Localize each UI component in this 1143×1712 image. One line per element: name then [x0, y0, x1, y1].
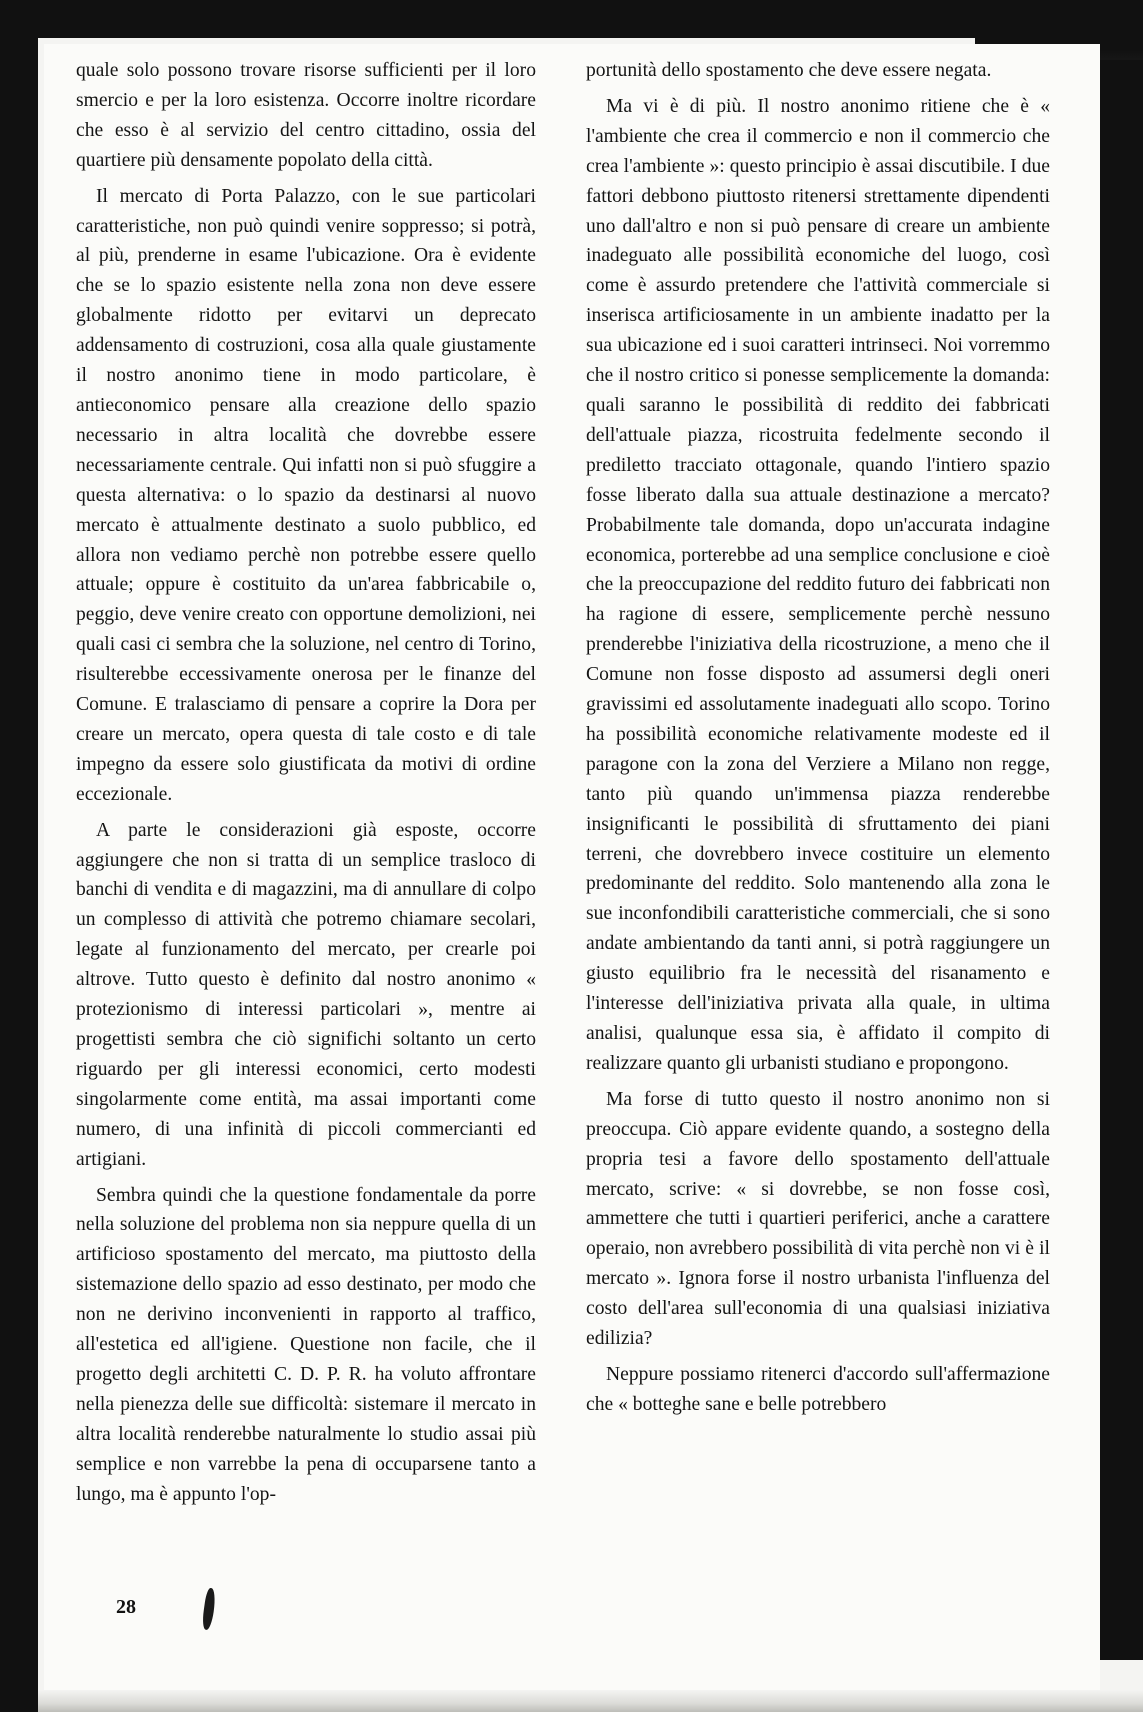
scan-border-bottom — [38, 1690, 1143, 1712]
right-paragraph-2: Ma vi è di più. Il nostro anonimo ritiene che è « l'ambiente che crea il commercio e non il commercio che crea l'ambiente »: questo principio è assai discutibile. I due fattori debbono piuttosto ritenersi strettamente dipendenti uno dall'altro e non si può pensare di creare un ambiente inadeguato alle possibilità economiche del luogo, così come è assurdo pretendere che l'attività commerciale si inserisca artificiosamente in un ambiente inadatto per la sua ubicazione ed i suoi caratteri intrinseci. Noi vorremmo che il nostro critico si ponesse semplicemente la domanda: quali saranno le possibilità di reddito dei fabbricati dell'attuale piazza, ricostruita fedelmente secondo il prediletto tracciato ottagonale, quando l'intiero spazio fosse liberato dalla sua attuale destinazione a mercato? Probabilmente tale domanda, dopo un'accurata indagine economica, porterebbe ad una semplice conclusione e cioè che la preoccupazione del reddito futuro dei fabbricati non ha ragione di essere, semplicemente perchè nessuno prenderebbe l'iniziativa della ricostruzione, a meno che il Comune non fosse disposto ad assumersi degli oneri gravissimi ed assolutamente inadeguati allo scopo. Torino ha possibilità economiche relativamente modeste ed il paragone con la zona del Verziere a Milano non regge, tanto più quando un'immensa piazza renderebbe insignificanti le possibilità di sfruttamento dei piani terreni, che dovrebbero invece costituire un elemento predominante del reddito. Solo mantenendo alla zona le sue inconfondibili caratteristiche commerciali, che si sono andate ambientando da tanti anni, si potrà raggiungere un giusto equilibrio fra le necessità del risanamento e l'interesse dell'iniziativa privata alla quale, in ultima analisi, qualunque essa sia, è affidato il compito di realizzare quanto gli urbanisti studiano e propongono. — [586, 95, 1050, 1074]
left-paragraph-2: Il mercato di Porta Palazzo, con le sue particolari caratteristiche, non può quindi venire soppresso; si potrà, al più, prenderne in esame l'ubicazione. Ora è evidente che se lo spazio esistente nella zona non deve essere globalmente ridotto per evitarvi un deprecato addensamento di costruzioni, cosa alla quale giustamente il nostro anonimo tiene in modo particolare, è antieconomico pensare alla creazione dello spazio necessario in altra località che dovrebbe essere necessariamente centrale. Qui infatti non si può sfuggire a questa alternativa: o lo spazio da destinarsi al nuovo mercato è attualmente destinato a suolo pubblico, ed allora non vediamo perchè non potrebbe essere quello attuale; oppure è costituito da un'area fabbricabile o, peggio, deve venire creato con opportune demolizioni, nei quali casi ci sembra che la soluzione, nel centro di Torino, risulterebbe eccessivamente onerosa per le finanze del Comune. E tralasciamo di pensare a coprire la Dora per creare un mercato, opera questa di tale costo e di tale impegno da essere solo giustificata da motivi di ordine eccezionale. — [76, 185, 536, 805]
right-paragraph-3: Ma forse di tutto questo il nostro anonimo non si preoccupa. Ciò appare evidente quando, a sostegno della propria tesi a favore dello spostamento dell'attuale mercato, scrive: « si dovrebbe, se non fosse così, ammettere che tutti i quartieri periferici, anche a carattere operaio, non avrebbero possibilità di vita perchè non vi è il mercato ». Ignora forse il nostro urbanista l'influenza del costo dell'area sull'economia di una qualsiasi iniziativa edilizia? — [586, 1088, 1050, 1350]
left-column — [76, 56, 536, 1516]
left-paragraph-3: A parte le considerazioni già esposte, occorre aggiungere che non si tratta di un semplice trasloco di banchi di vendita e di magazzini, ma di annullare di colpo un complesso di attività che potremo chiamare secolari, legate al funzionamento del mercato, per crearle poi altrove. Tutto questo è definito dal nostro anonimo « protezionismo di interessi particolari », mentre ai progettisti sembra che ciò significhi soltanto un certo riguardo per gli interessi economici, certo modesti singolarmente come entità, ma assai importanti come numero, di una infinità di piccoli commercianti ed artigiani. — [76, 819, 536, 1170]
right-column — [586, 56, 1050, 1426]
left-paragraph-4: Sembra quindi che la questione fondamentale da porre nella soluzione del problema non sia neppure quella di un artificioso spostamento del mercato, ma piuttosto della sistemazione dello spazio ad esso destinato, per modo che non ne derivino inconvenienti in rapporto al traffico, all'estetica ed all'igiene. Questione non facile, che il progetto degli architetti C. D. P. R. ha voluto affrontare nella pienezza delle sue difficoltà: sistemare il mercato in altra località renderebbe naturalmente lo studio assai più semplice e non varrebbe la pena di occuparsene tanto a lungo, ma è appunto l'op- — [76, 1184, 536, 1505]
page-number: 28 — [116, 1596, 136, 1618]
right-paragraph-1: portunità dello spostamento che deve essere negata. — [586, 60, 992, 81]
scan-border-top — [0, 0, 1143, 38]
scan-border-right — [1100, 60, 1143, 1660]
right-paragraph-4: Neppure possiamo ritenerci d'accordo sull'affermazione che « botteghe sane e belle potrebbero — [586, 1363, 1050, 1415]
left-paragraph-1: quale solo possono trovare risorse sufficienti per il loro smercio e per la loro esistenza. Occorre inoltre ricordare che esso è al servizio del centro cittadino, ossia del quartiere più densamente popolato della città. — [76, 60, 536, 171]
scan-border-left — [0, 0, 38, 1712]
